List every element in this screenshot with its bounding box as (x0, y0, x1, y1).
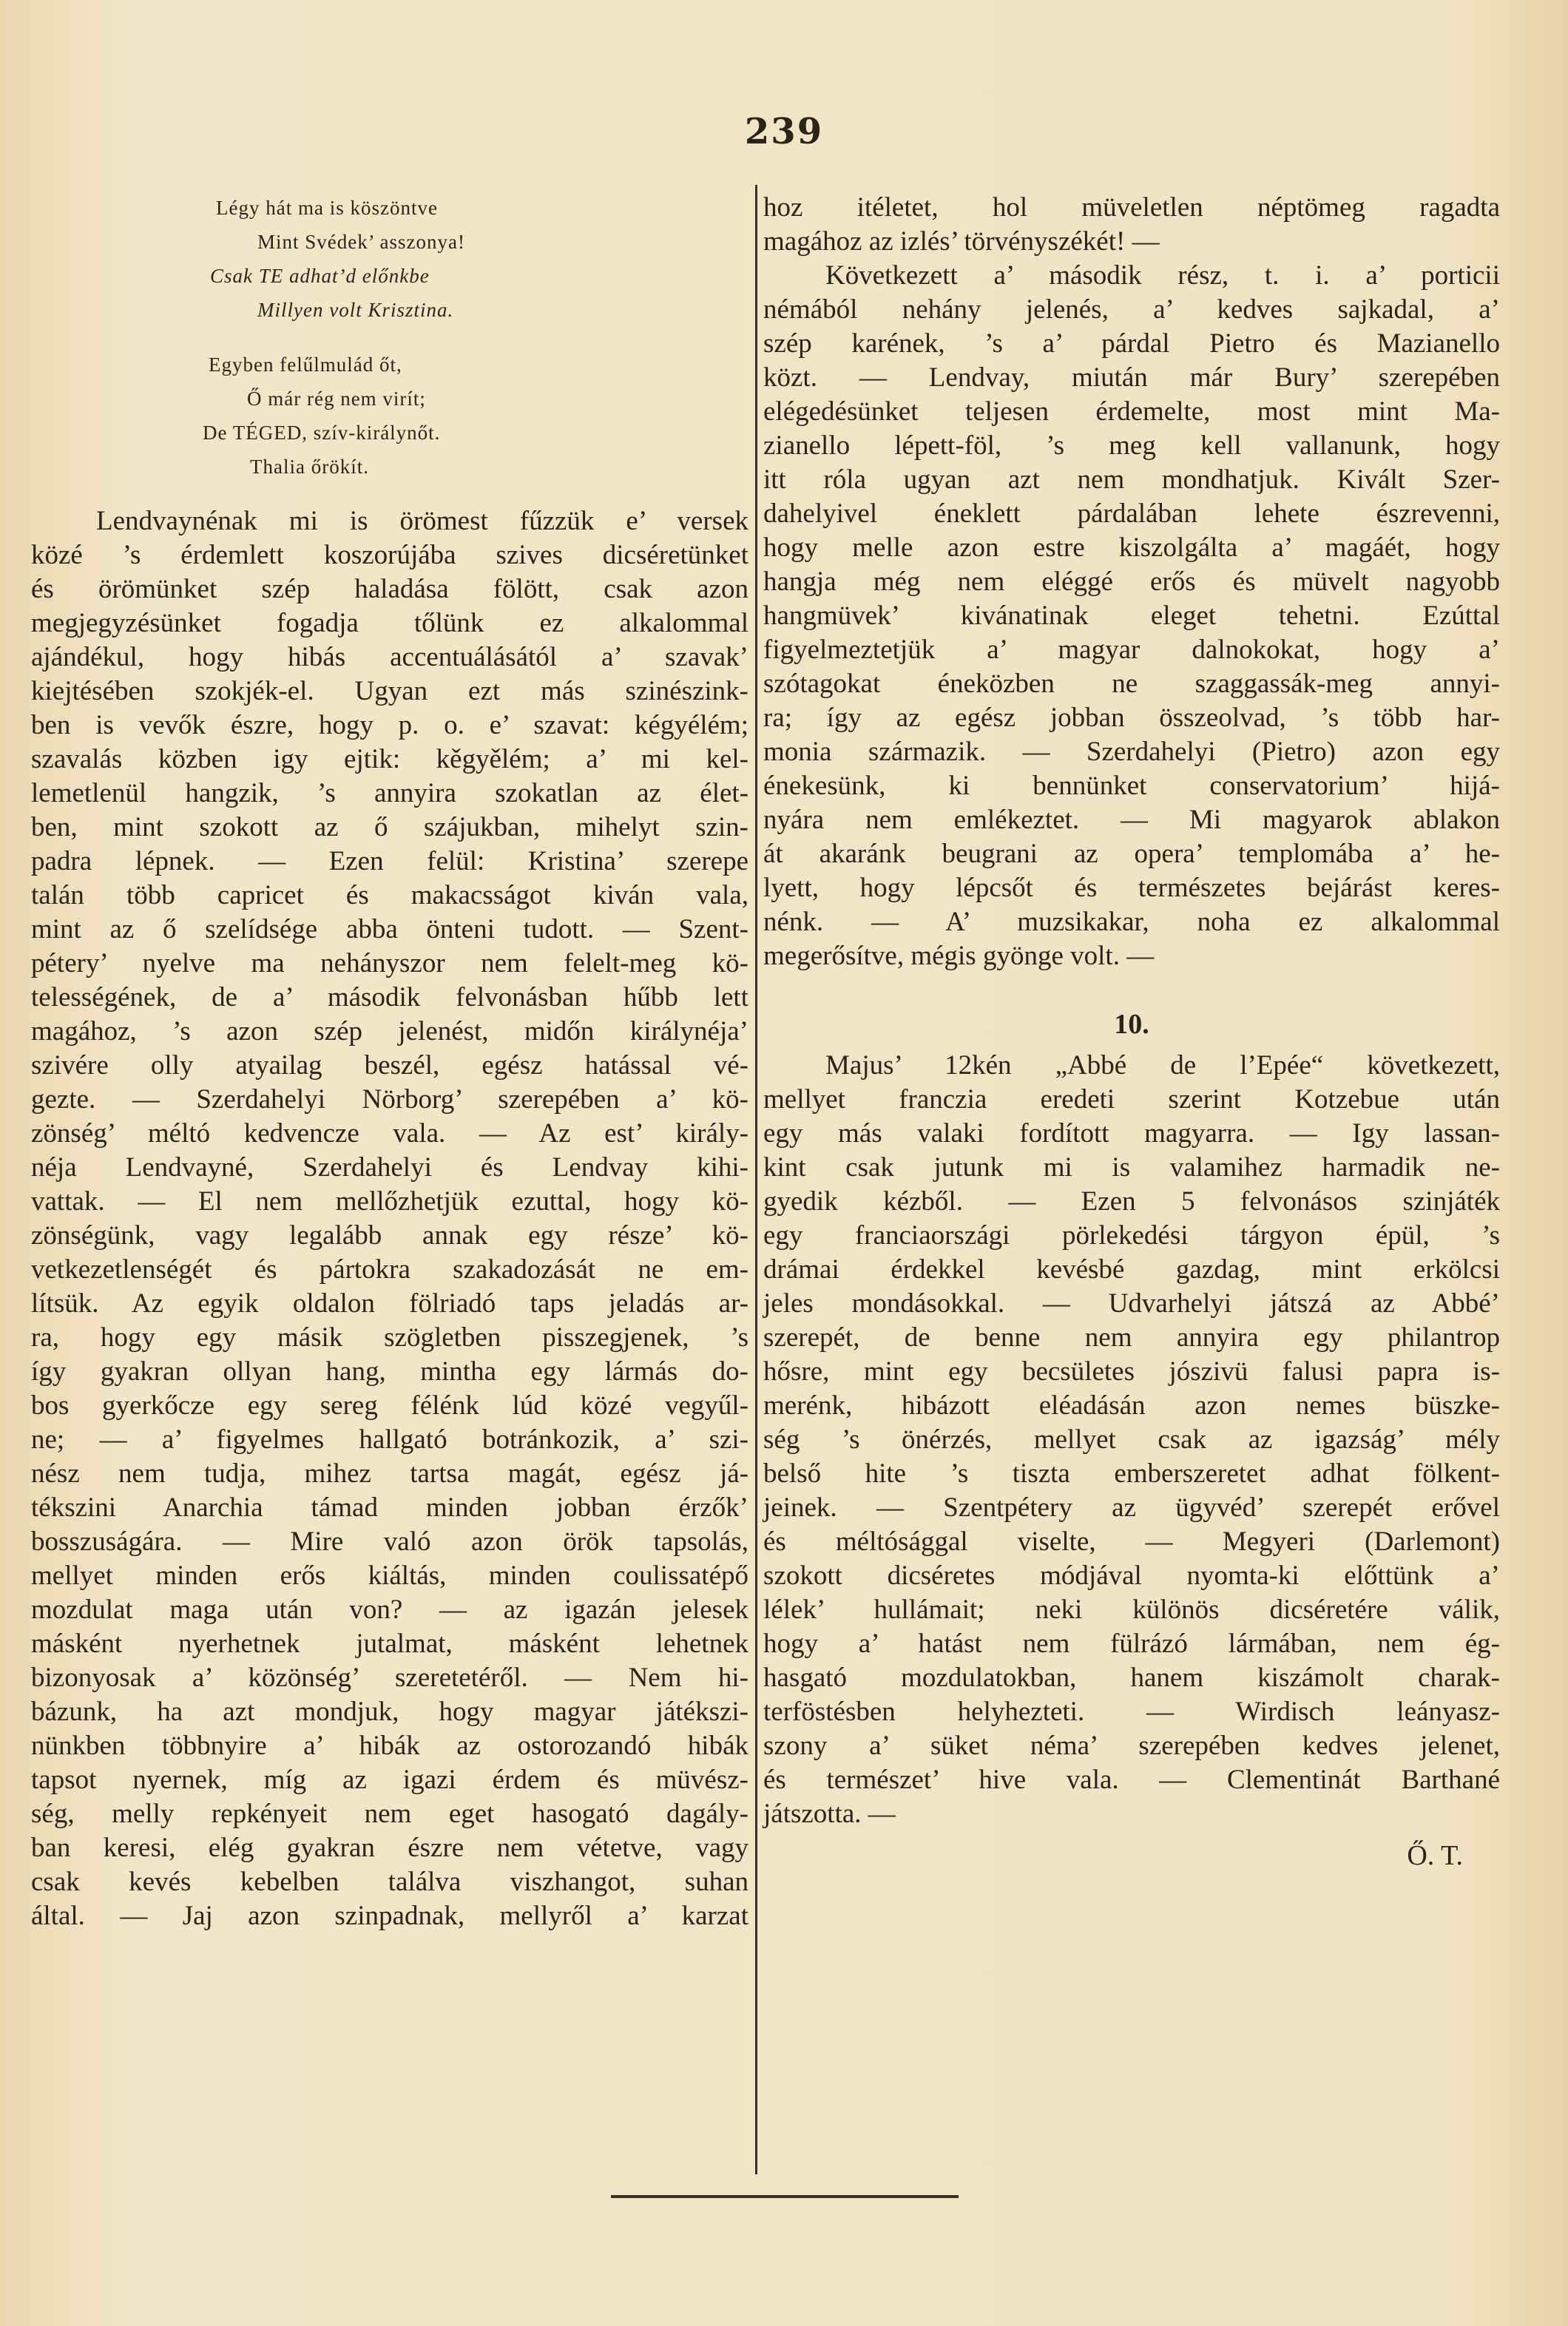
text-line: gezte. — Szerdahelyi Nörborg’ szerepében a’ kö- (31, 1084, 748, 1115)
poem-stanza (31, 191, 748, 327)
text-line: és méltósággal viselte, — Megyeri (Darlemont) (763, 1527, 1500, 1557)
signature: Ő. T. (1407, 1840, 1463, 1871)
text-line: mint az ő szelídsége abba önteni tudott. — Szent- (31, 914, 748, 944)
text-line: hasgató mozdulatokban, hanem kiszámolt charak- (763, 1663, 1500, 1693)
text-line: bos gyerkőcze egy sereg félénk lúd közé vegyűl- (31, 1390, 748, 1421)
poem-line: Egyben felűlmulád őt, (209, 354, 402, 376)
text-line: nyára nem emlékeztet. — Mi magyarok ablakon (763, 805, 1500, 835)
text-line: közé ’s érdemlett koszorújába szives dicséretünket (31, 540, 748, 570)
text-line: lélek’ hullámait; neki különös dicséretére válik, (763, 1595, 1500, 1625)
text-line: kiejtésében szokjék-el. Ugyan ezt más szinészink- (31, 676, 748, 706)
text-line: ben is vevők észre, hogy p. o. e’ szavat: kégyélém; (31, 710, 748, 740)
text-line: egy franciaországi pörlekedési tárgyon épül, ’s (763, 1220, 1500, 1251)
poem (31, 191, 748, 484)
text-line: ség ’s önérzés, mellyet csak az igazság’ mély (763, 1424, 1500, 1455)
text-line: nünkben többnyire a’ hibák az ostorozandó hibák (31, 1731, 748, 1761)
poem-line: Ő már rég nem virít; (247, 388, 426, 410)
text-line: és természet’ hive vala. — Clementinát Barthané (763, 1765, 1500, 1795)
text-line: gyedik kézből. — Ezen 5 felvonásos szinjáték (763, 1186, 1500, 1217)
text-line: lyett, hogy lépcsőt és természetes bejárást keres- (763, 873, 1500, 903)
text-line: ban keresi, elég gyakran észre nem vétetve, vagy (31, 1833, 748, 1863)
poem-line: Mint Svédek’ asszonya! (257, 231, 465, 253)
text-line: szép karének, ’s a’ párdal Pietro és Mazianello (763, 328, 1500, 359)
text-line: merénk, hibázott eléadásán azon nemes büszke- (763, 1390, 1500, 1421)
text-line: szivére olly atyailag beszél, egész hatással vé- (31, 1050, 748, 1081)
text-line: hoz itéletet, hol müveletlen néptömeg ragadta (763, 192, 1500, 223)
poem-stanza (31, 348, 748, 484)
text-line: ajándékul, hogy hibás accentuálásától a’ szavak’ (31, 642, 748, 672)
poem-line: Thalia őrökít. (250, 456, 369, 478)
text-line: másként nyerhetnek jutalmat, másként lehetnek (31, 1629, 748, 1659)
text-line: szokott dicséretes módjával nyomta-ki előttünk a’ (763, 1561, 1500, 1591)
left-column-text (31, 504, 748, 1933)
text-line: figyelmeztetjük a’ magyar dalnokokat, hogy a’ (763, 635, 1500, 665)
text-line: közt. — Lendvay, miután már Bury’ szerepében (763, 362, 1500, 393)
section-10-text (763, 1049, 1500, 1831)
text-line: mozdulat maga után von? — az igazán jelesek (31, 1595, 748, 1625)
poem-line: Millyen volt Krisztina. (257, 299, 454, 321)
text-line: terföstésben helyhezteti. — Wirdisch leányasz- (763, 1697, 1500, 1727)
text-line: jeles mondásokkal. — Udvarhelyi játszá az Abbé’ (763, 1288, 1500, 1319)
right-column (763, 191, 1500, 1873)
text-line: padra lépnek. — Ezen felül: Kristina’ szerepe (31, 846, 748, 876)
poem-line: De TÉGED, szív-királynőt. (203, 422, 441, 444)
left-column (31, 191, 748, 1933)
text-line: ne; — a’ figyelmes hallgató botránkozik, a’ szi- (31, 1424, 748, 1455)
text-line: bázunk, ha azt mondjuk, hogy magyar játékszi- (31, 1697, 748, 1727)
text-line: belső hite ’s tiszta emberszeretet adhat fölkent- (763, 1458, 1500, 1489)
text-line: mellyet franczia eredeti szerint Kotzebue után (763, 1084, 1500, 1115)
text-line: zönségünk, vagy legalább annak egy része’ kö- (31, 1220, 748, 1251)
text-line: hangmüvek’ kivánatinak eleget tehetni. Ezúttal (763, 601, 1500, 631)
bottom-rule (611, 2195, 959, 2198)
text-line: bizonyosak a’ közönség’ szeretetéről. — Nem hi- (31, 1663, 748, 1693)
text-line: szony a’ süket néma’ szerepében kedves jelenet, (763, 1731, 1500, 1761)
text-line: ra, hogy egy másik szögletben pisszegjenek, ’s (31, 1322, 748, 1353)
text-line: telességének, de a’ második felvonásban hűbb lett (31, 982, 748, 1012)
text-line: nész nem tudja, mihez tartsa magát, egész já- (31, 1458, 748, 1489)
text-line: magához az izlés’ törvényszékét! — (763, 226, 1160, 257)
text-line: hogy melle azon estre kiszolgálta a’ magáét, hogy (763, 533, 1500, 563)
text-line: hangja még nem eléggé erős és müvelt nagyobb (763, 567, 1500, 597)
text-line: tapsot nyernek, míg az igazi érdem és müvész- (31, 1765, 748, 1795)
text-line: ség, melly repkényeit nem eget hasogató dagály- (31, 1799, 748, 1829)
page-number: 239 (744, 111, 824, 152)
text-line: így gyakran ollyan hang, mintha egy lármás do- (31, 1356, 748, 1387)
text-line: vattak. — El nem mellőzhetjük ezuttal, hogy kö- (31, 1186, 748, 1217)
text-line: nénk. — A’ muzsikakar, noha ez alkalommal (763, 907, 1500, 937)
text-line: egy más valaki fordított magyarra. — Igy lassan- (763, 1118, 1500, 1149)
text-line: pétery’ nyelve ma nehányszor nem felelt-meg kö- (31, 948, 748, 978)
text-line: által. — Jaj azon szinpadnak, mellyről a’ karzat (31, 1901, 748, 1931)
poem-line: Csak TE adhat’d előnkbe (210, 265, 430, 287)
theatre-review-continuation (763, 191, 1500, 973)
column-divider (755, 185, 757, 2174)
text-line: hősre, mint egy becsületes jószivü falusi papra is- (763, 1356, 1500, 1387)
text-line: lemetlenül hangzik, ’s annyira szokatlan az élet- (31, 778, 748, 808)
text-line: és örömünket szép haladása fölött, csak azon (31, 574, 748, 604)
text-line: bosszuságára. — Mire való azon örök tapsolás, (31, 1527, 748, 1557)
text-line: énekesünk, ki bennünket conservatorium’ hijá- (763, 771, 1500, 801)
text-line: talán több capricet és makacsságot kiván vala, (31, 880, 748, 910)
text-line: lítsük. Az egyik oldalon fölriadó taps jeladás ar- (31, 1288, 748, 1319)
text-line: magához, ’s azon szép jelenést, midőn királynéja’ (31, 1016, 748, 1047)
text-line: kint csak jutunk mi is valamihez harmadik ne- (763, 1152, 1500, 1183)
poem-line: Légy hát ma is köszöntve (216, 197, 438, 219)
text-line: szótagokat éneközben ne szaggassák-meg annyi- (763, 669, 1500, 699)
text-line: néja Lendvayné, Szerdahelyi és Lendvay kihi- (31, 1152, 748, 1183)
text-line: csak kevés kebelben találva viszhangot, suhan (31, 1867, 748, 1897)
text-line: zönség’ méltó kedvencze vala. — Az est’ király- (31, 1118, 748, 1149)
text-line: ra; így az egész jobban összeolvad, ’s több har- (763, 703, 1500, 733)
text-line: monia származik. — Szerdahelyi (Pietro) azon egy (763, 737, 1500, 767)
text-line: játszotta. — (763, 1799, 896, 1829)
text-line: tékszini Anarchia támad minden jobban érzők’ (31, 1492, 748, 1523)
text-line: vetkezetlenségét és pártokra szakadozását ne em- (31, 1254, 748, 1285)
text-line: itt róla ugyan azt nem mondhatjuk. Kivált Szer- (763, 464, 1500, 495)
section-number: 10. (1114, 1009, 1149, 1040)
text-line: némából nehány jelenés, a’ kedves sajkadal, a’ (763, 294, 1500, 325)
text-line: megjegyzésünket fogadja tőlünk ez alkalommal (31, 608, 748, 638)
text-line: Lendvaynénak mi is örömest fűzzük e’ versek (96, 506, 748, 536)
text-line: megerősítve, mégis gyönge volt. — (763, 941, 1155, 971)
text-line: mellyet minden erős kiáltás, minden coulissatépő (31, 1561, 748, 1591)
text-line: szerepét, de benne nem annyira egy philantrop (763, 1322, 1500, 1353)
text-line: Következett a’ második rész, t. i. a’ porticii (825, 260, 1500, 291)
text-line: drámai érdekkel kevésbé gazdag, mint erkölcsi (763, 1254, 1500, 1285)
text-line: szavalás közben igy ejtik: kěgyělém; a’ mi kel- (31, 744, 748, 774)
text-line: Majus’ 12kén „Abbé de l’Epée“ következett, (825, 1050, 1500, 1081)
text-line: át akaránk beugrani az opera’ templomába a’ he- (763, 839, 1500, 869)
text-line: hogy a’ hatást nem fülrázó lármában, nem ég- (763, 1629, 1500, 1659)
text-line: dahelyivel éneklett párdalában lehete észrevenni, (763, 498, 1500, 529)
text-line: zianello lépett-föl, ’s meg kell vallanunk, hogy (763, 430, 1500, 461)
text-line: elégedésünket teljesen érdemelte, most mint Ma- (763, 396, 1500, 427)
text-line: jeinek. — Szentpétery az ügyvéd’ szerepét erővel (763, 1492, 1500, 1523)
text-line: ben, mint szokott az ő szájukban, mihelyt szin- (31, 812, 748, 842)
